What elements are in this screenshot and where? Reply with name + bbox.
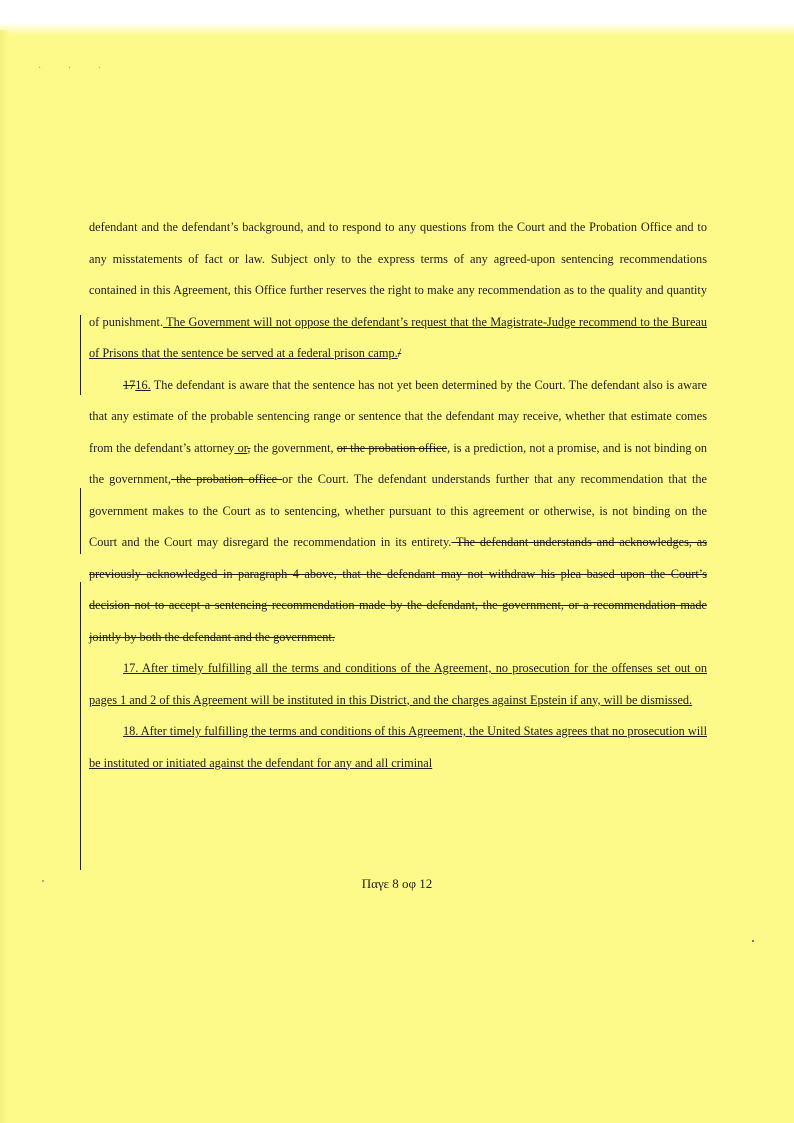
scan-specks: ˙ ˙ ˙ [38,66,113,77]
revision-margin-bar [80,582,81,870]
paragraph-16 [89,370,707,654]
inserted-text: or [234,440,248,455]
body-text: The defendant is aware that the sentence has not yet been determined by the Court. The defendant also is aware that any estimate of the probable sentencing range or sentence that the defendant may receive, whether that estimate comes from the defendant’s attorney [89,377,707,455]
document-body [89,212,707,779]
scan-top-fade [0,22,794,36]
paragraph-17: 17. After timely fulfilling all the terms and conditions of the Agreement, no prosecution for the offenses set out on pages 1 and 2 of this Agreement will be instituted in this District, and the charges against Epstein if any, will be dismissed. [89,661,707,707]
body-text: , is a prediction, not a promise, and is not binding on the government, [89,440,707,486]
deleted-text: The defendant understands and acknowledges, as previously acknowledged in paragraph 4 above, that the defendant may not withdraw his plea based upon the Court’s decision not to accept a sentencing recommendation made by the defendant, the government, or a recommendation made jointly by both the defendant and the government. [89,535,708,644]
body-text: the government, [250,440,337,455]
inserted-text: 16. [135,377,151,392]
deleted-text: / [397,346,402,360]
body-text: or the Court. The defendant understands further that any recommendation that the government makes to the Court as to sentencing, whether pursuant to this agreement or otherwise, is not binding on the Court and the Court may disregard the recommendation in its entirety. [89,472,707,549]
scan-speck [752,940,754,942]
page-number-footer: Παγε 8 οφ 12 [361,876,433,891]
deleted-text: 17 [123,377,136,392]
scan-left-edge [0,30,8,1123]
body-text: defendant and the defendant’s background, and to respond to any questions from the Court and the Probation Office and to any misstatements of fact or law. Subject only to the express terms of any agreed-upon sentencing recommendations contained in this Agreement, this Office further reserves the right to make any recommendation as to the quality and quantity of punishment. [89,220,707,329]
deleted-text: or the probation office [336,440,448,455]
inserted-text: The Government will not oppose the defendant’s request that the Magistrate-Judge recommend to the Bureau of Prisons that the sentence be served at a federal prison camp. [89,314,708,360]
deleted-text: the probation office [170,472,283,486]
paragraph-18 [89,716,707,779]
revision-margin-bar [80,315,81,395]
paragraph-continued [89,212,707,370]
revision-margin-bar [80,488,81,554]
deleted-text: , [247,440,251,455]
inserted-text: 18. After timely fulfilling the terms and conditions of this Agreement, the United States agrees that no prosecution will be instituted or initiated against the defendant for any and all criminal [89,724,707,770]
